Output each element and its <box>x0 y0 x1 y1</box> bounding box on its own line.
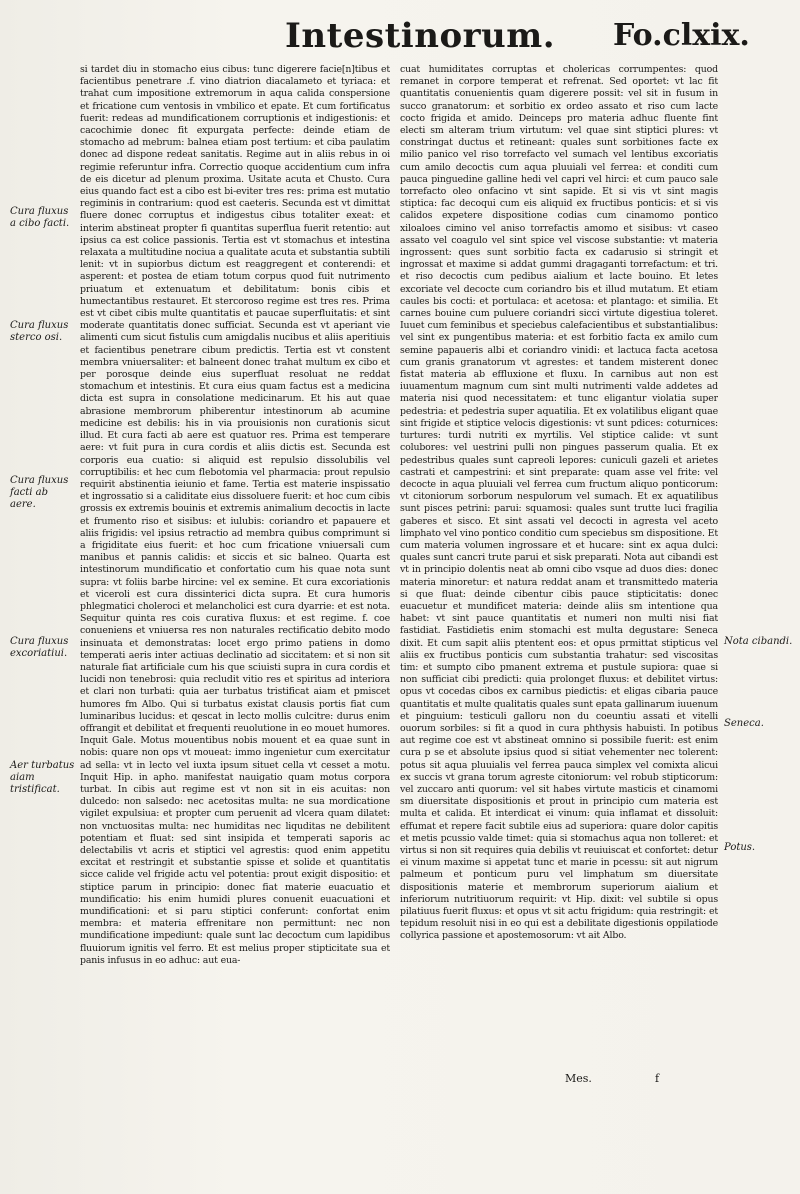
margin-note-nota-cibandi: Nota cibandi. <box>724 636 793 647</box>
margin-note-aer-turbatus: Aer turbatus aiam tristificat. <box>10 760 75 795</box>
signature-mark: f <box>655 1072 660 1085</box>
margin-note-cura-cibo: Cura fluxus a cibo facti. <box>10 206 70 229</box>
left-text-column <box>80 64 390 1084</box>
right-column-paragraph: cuat humiditates corruptas et cholericas corrumpentes: quod remanet in corpore temperat et refrenat. Sed oportet: vt lac fit quantitatis conuenientis quam digerere possit: vel sit in fusum in succo granatorum: et sorbitio ex ordeo assato et riso cum lacte cocto frigida et amido. Deinceps pro materia adhuc fluente fint electi sm alteram trium virtutum: vel quae sint stiptici plures: vt constringat ductus et retineant: quales sunt sorbitiones facte ex milio panico vel riso torrefacto vel sumach vel lentibus excoriatis cum amilo decoctis cum aqua pluuiali vel ferrea: et conditi cum pauca pinguedine galline hedi vel capri vel hirci: et cum pauco sale torrefacto oleo onfacino vt sint sapide. Et si vis vt sint magis stiptica: fac decoqui cum eis aliquid ex fructibus ponticis: et si vis calidos expetere dispositione codias cum cinamomo pontico xiloaloes cimino vel aniso torrefactis amomo et sisibus: vt caseo assato vel coagulo vel sint spice vel viscose substantie: vt materia ingrossent: ques sunt sorbitio facta ex cadarusio si stringit et ingrossat et maxime si addat gummi dragaganti torrefactum: et tri. et riso decoctis cum pedibus aialium et lacte bouino. Et letes excoriate vel decocte cum coriandro bis et illud mutatum. Et etiam caules bis cocti: et portulaca: et acetosa: et plantago: et similia. Et carnes bouine cum puluere coriandri sicci virtute digestiua toleret. Iuuet cum feminibus et speciebus calefacientibus et substantialibus: vel sint ex pungentibus materia: et est forbitio facta ex amilo cum semine papaueris albi et coriandro vinidi: et lactuca facta acetosa cum granis granatorum vt agrestes: et tandem misterent donec fistat materia ab effluxione et fluxu. In carnibus aut non est iuuamentum magnum cum sint multi nutrimenti valde addetes ad materia nisi quod necessitatem: et tunc eligantur violatia super pedestria: et pedestria super aquatilia. Et ex volatilibus eligant quae sint frigide et stiptice velocis digestionis: vt sunt pdices: coturnices: turtures: turdi nutriti ex myrtilis. Vel stiptice calide: vt sunt colubores: vel uestrini pulli non pingues passerum qualia. Et ex pedestribus quales sunt capreoli lepores: cuniculi gazeli et arietes castrati et campestrini: et sint preparate: quam asse vel frite: vel decocte in aqua pluuiali vel ferrea cum fructum aliquo ponticorum: vt citoniorum sorborum nespulorum vel sumach. Et ex aquatilibus sunt pisces petrini: parui: squamosi: quales sunt trutte luci fragilia gaberes et sisco. Et sint assati vel decocti in agresta vel aceto limphato vel vino pontico conditio cum speciebus sm dispositione. Et cum materia volumen ingrossare et et hucare: sint ex aqua dulci: quales sunt cancri trute parui et sisk preparati. Nota aut cibandi est vt in principio dolentis neat ab omni cibo vsque ad duos dies: donec materia minoretur: et natura reddat anam et transmittedo materia si que fluat: deinde cibentur cibis pauce stipticitatis: donec euacuetur et mundificet materia: deinde aliis sm intentione qua habet: vt sint pauce quantitatis et numeri non multi nisi fiat fastidiat. Fastidietis enim stomachi est multa degustare: Seneca dixit. Et cum sapit aliis ptentent eos: et opus prmittat stipticus vel aliis ex fructibus ponticis cum substantia trahatur: sed viscositas tim: et sumpto cibo pmanent extrema et pustule supiora: quae si non sufficiat cibi predicti: quia prolonget fluxus: et debilitet virtus: opus vt cocedas cibos ex carnibus piedictis: et eligas cibaria pauce quantitatis et multe qualitatis quales sunt epata gallinarum iuuenum et pinguium: testiculi galloru non du coeuntiu assati et vitelli ouorum sorbiles: si fit a quod in cura phthysis habuisti. In potibus aut regime coe est vt abstineat omnino si possibile fuerit: est enim cura p se et absolute ipsius quod si sitiat vehementer nec tolerent: potus sit aqua pluuialis vel ferrea pauca simplex vel comixta alicui ex succis vt grana torum agreste citoniorum: vel robub stipticorum: vel zuccaro anti quorum: vel sit habes virtute masticis et cinamomi sm diuersitate dispositionis et prout in principio cum materia est multa et calida. Et interdicat ei vinum: quia inflamat et dissoluit: effumat et repere facit subtile eius ad superiora: quare dolor capitis et metis pcussio valde timet: quia si stomachus aqua non tolleret: et virtus si non sit requires quia debilis vt reuiuiscat et confortet: detur ei vinum maxime si appetat tunc et marie in pcessu: sit aut nigrum palmeum et ponticum puru vel limphatum sm diuersitate dispositionis materie et membrorum superiorum aialium et inferiorum nutritiuorum requirit: vt Hip. dixit: vel subtile si opus pilatiuus fuerit fluxus: et opus vt sit actu frigidum: quia restringit: et tepidum resoluit nisi in eo qui est a debilitate digestionis oppilatiode collyrica passione et apostemosorum: vt ait Albo. <box>400 64 718 942</box>
page-header <box>0 16 800 66</box>
folio-number: Fo.clxix. <box>613 18 750 53</box>
catchword: Mes. <box>565 1072 592 1085</box>
margin-note-potus: Potus. <box>724 842 756 853</box>
running-title: Intestinorum. <box>285 16 556 56</box>
margin-note-seneca: Seneca. <box>724 718 764 729</box>
left-column-paragraph: si tardet diu in stomacho eius cibus: tunc digerere facie[n]tibus et facientibus penetrare .f. vino diatrion diacalameto et tyriaca: et trahat cum impositione extremorum in aqua calida conspersione et fricatione cum ventosis in vmbilico et epate. Et cum fortificatus fuerit: redeas ad mundificationem corruptionis et indigestionis: et cacochimie donec fit expurgata perfecte: deinde etiam de stomacho ad mebrum: balnea etiam post tertium: et ciba paulatim donec ad dispone redeat sanitatis. Regime aut in aliis rebus in oi regimie referuntur infra. Correctio quoque accidentium cum infra de eis dicetur ad plenum proxima. Usitate acuta et Chusto. Cura eius quando fact est a cibo est bi-eviter tres res: prima est mutatio regiminis in contrarium: quod est caeteris. Secunda est vt dimittat fluere donec corruptus et indigestus cibus totaliter exeat: et interim abstineat propter fi quantitas superflua fuerit retentio: aut ipsius ca est colice passionis. Tertia est vt stomachus et intestina relaxata a multitudine nociua a qualitate acuta et substantia subtili lenit: vt in supiorbus dictum est reaggregent et conterendi: et asperent: et postea de etiam totum corpus quod fuit nutrimento priuatum et extenuatum et debilitatum: bonis cibis et humectantibus restauret. Et stercoroso regime est tres res. Prima est vt cibet cibis multe quantitatis et paucae superfluitatis: et sint moderate quantitatis donec sufficiat. Secunda est vt aperiant vie alimenti cum sicut fistulis cum amigdalis nucibus et aliis aperitiuis et facientibus penetrare cibum predictis. Tertia est vt constent membra vniuersaliter: et balneent donec trahat multum ex cibo et per porosque deinde eius superfluat resoluat ne reddat stomachum et intestinis. Et cura eius quam factus est a medicina dicta est supra in consolatione medicinarum. Et his aut quae abrasione membrorum phiberentur intestinorum ab acumine medicine est debilis: his in via prouisionis non curationis sicut illud. Et cura facti ab aere est quatuor res. Prima est temperare aere: vt fuit pura in cura cordis et aliis dictis est. Secunda est corporis eua cuatio: si aliquid est repulsio dissolubilis vel corruptibilis: et hec cum flebotomia vel pharmacia: prout repulsio requirit abstinentia ieiunio et fame. Tertia est materie inspissatio et ingrossatio si a caliditate eius dissoluere fuerit: et hoc cum cibis grossis ex extremis bouinis et extremis animalium decoctis in lacte et frumento riso et sisibus: et iulubis: coriandro et papauere et aliis frigidis: vel ipsius retractio ad membra quibus comprimunt si a frigiditate eius fuerit: et hoc cum fricatione vniuersali cum manibus et pannis calidis: et siccis et sic balneo. Quarta est intestinorum mundificatio et confortatio cum his quae nota sunt supra: vt foliis barbe hircine: vel ex semine. Et cura excoriationis et viceroli est cura dissinterici dicta supra. Et cura humoris phlegmatici choleroci et melancholici est cura dyarrie: et est nota. Sequitur quinta res cois curativa fluxus: et est regime. f. coe conueniens et vniuersa res non naturales rectificatio debito modo insinuata et demonstratas: locet ergo primo patiens in domo temperati aeris inter actiuas declinatio ad siccitatem: et si non sit naturale fiat artificiale cum his que sciuisti supra in cura cordis et lucidi non tenebrosi: quia recludit vitio res et spiritus ad interiora et clari non turbati: quia aer turbatus tristificat aiam et pmiscet humores fm Albo. Qui si turbatus existat clausis portis fiat cum luminaribus lucidus: et qescat in lecto mollis culcitre: durus enim offrangit et debilitat et frequenti reuolutione in eo mouet humores. Inquit Gale. Motus mouentibus nobis mouent et ea quae sunt in nobis: quare non ops vt moueat: immo ingenietur cum exercitatur ad sella: vt in lecto vel iuxta ipsum situet cella vt cesset a motu. Inquit Hip. in apho. manifestat nauigatio quam motus corpora turbat. In cibis aut regime est vt non sit in eis acuitas: non dulcedo: non salsedo: nec acetositas multa: ne sua mordicatione vigilet expulsiua: et propter cum peruenit ad vlcera quam dilatet: non vnctuositas multa: nec humiditas nec liquditas ne debilitent potentiam et fluat: sed sint insipida et temperati saporis ac delectabilis vt acris et stiptici vel agrestis: quod enim appetitu excitat et restringit et substantie spisse et solide et quantitatis sicce calide vel frigide actu vel potentia: prout exigit dispositio: et stiptice parum in principio: donec fiat materie euacuatio et mundificatio: his enim humidi plures conuenit euacuationi et mundificationi: et si paru stiptici conferunt: confortat enim membra: et materia effrenitare non permittunt: nec non mundificatione impediunt: quale sunt lac decoctum cum lapidibus fluuiorum ignitis vel ferro. Et est melius proper stipticitate sua et panis infusus in eo adhuc: aut eua- <box>80 64 390 966</box>
margin-note-cura-aere: Cura fluxus facti ab aere. <box>10 475 69 510</box>
margin-note-cura-stercoroso: Cura fluxus sterco osi. <box>10 320 69 343</box>
margin-note-cura-excoriatiui: Cura fluxus excoriatiui. <box>10 636 69 659</box>
right-text-column <box>400 64 718 1084</box>
